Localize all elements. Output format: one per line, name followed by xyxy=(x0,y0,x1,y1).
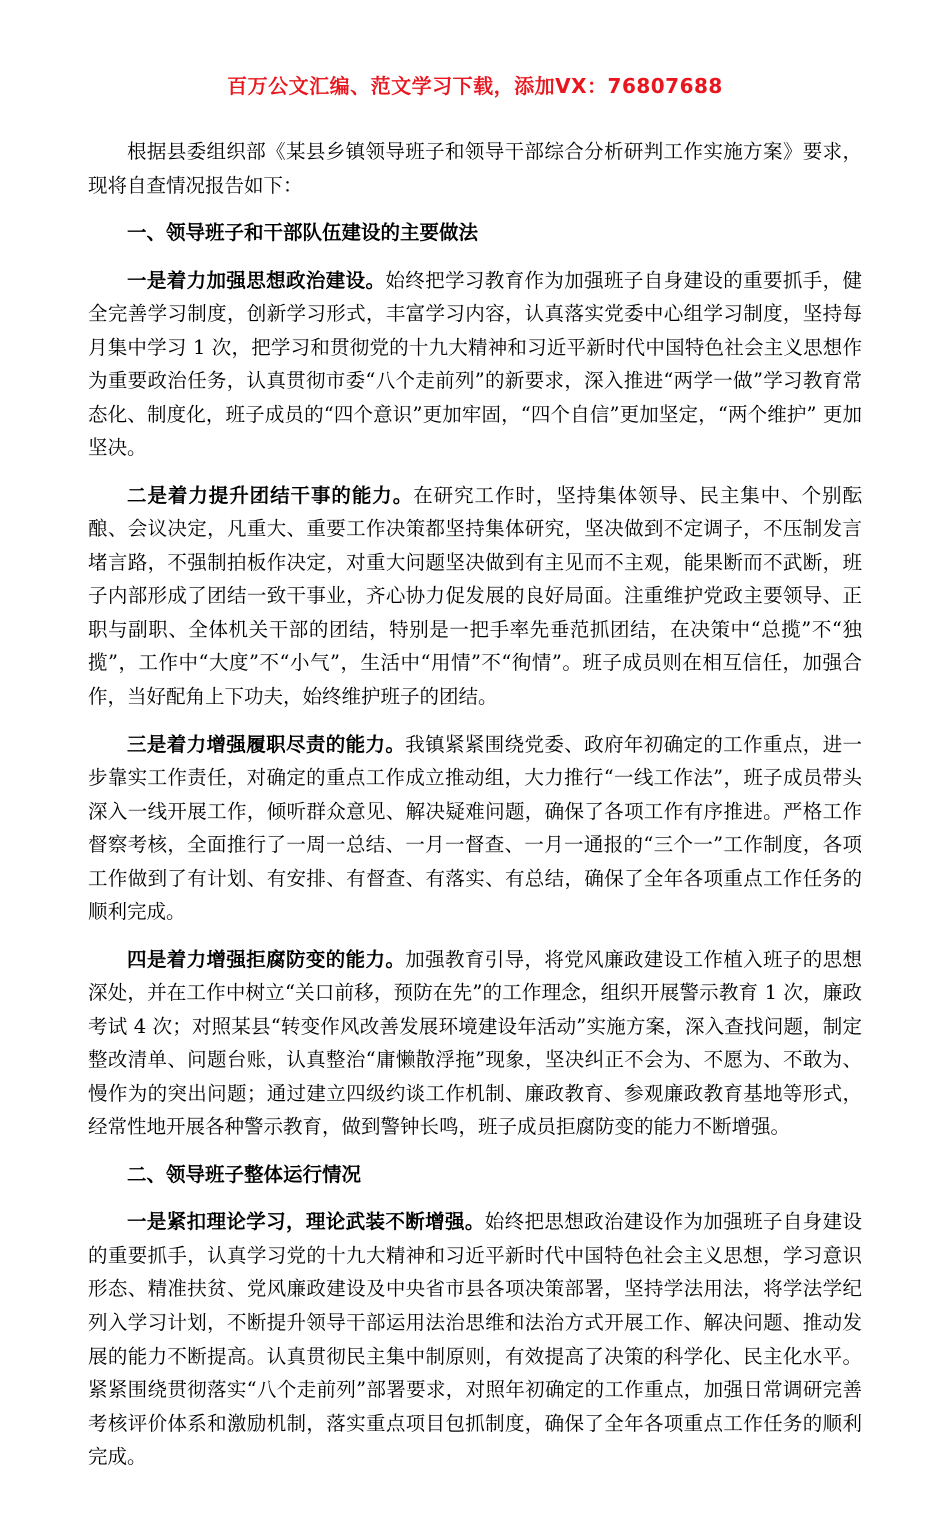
heading-section-1: 一、领导班子和干部队伍建设的主要做法 xyxy=(127,221,479,245)
promo-banner: 百万公文汇编、范文学习下载，添加VX：76807688 xyxy=(227,74,723,98)
paragraph-item-1-3 xyxy=(88,728,862,929)
paragraph-text: 始终把思想政治建设作为加强班子自身建设的重要抓手，认真学习党的十九大精神和习近平新时代中国特色社会主义思想，学习意识形态、精准扶贫、党风廉政建设及中央省市县各项决策部署，坚持学法用法，将学法学纪列入学习计划，不断提升领导干部运用法治思维和法治方式开展工作、解决问题、推动发展的能力不断提高。认真贯彻民主集中制原则，有效提高了决策的科学化、民主化水平。紧紧围绕贯彻落实“八个走前列”部署要求，对照年初确定的工作重点，加强日常调研完善考核评价体系和激励机制，落实重点项目包抓制度，确保了全年各项重点工作任务的顺利完成。 xyxy=(88,1210,862,1469)
paragraph-text: 在研究工作时，坚持集体领导、民主集中、个别酝酿、会议决定，凡重大、重要工作决策都坚持集体研究，坚决做到不定调子，不压制发言堵言路，不强制拍板作决定，对重大问题坚决做到有主见而不主观，能果断而不武断，班子内部形成了团结一致干事业，齐心协力促发展的良好局面。注重维护党政主要领导、正职与副职、全体机关干部的团结，特别是一把手率先垂范抓团结，在决策中“总揽”不“独揽”，工作中“大度”不“小气”，生活中“用情”不“徇情”。班子成员则在相互信任，加强合作，当好配角上下功夫，始终维护班子的团结。 xyxy=(88,483,862,708)
paragraph-text: 我镇紧紧围绕党委、政府年初确定的工作重点，进一步靠实工作责任，对确定的重点工作成立推动组，大力推行“一线工作法”，班子成员带头深入一线开展工作，倾听群众意见、解决疑难问题，确保了各项工作有序推进。严格工作督察考核，全面推行了一周一总结、一月一督查、一月一通报的“三个一”工作制度，各项工作做到了有计划、有安排、有督查、有落实、有总结，确保了全年各项重点工作任务的顺利完成。 xyxy=(88,732,862,924)
paragraph-lead: 一是紧扣理论学习，理论武装不断增强。 xyxy=(127,1210,485,1234)
paragraph-item-1-2 xyxy=(88,479,862,714)
paragraph-intro: 根据县委组织部《某县乡镇领导班子和领导干部综合分析研判工作实施方案》要求，现将自查情况报告如下： xyxy=(88,140,862,197)
paragraph-item-2-1 xyxy=(88,1205,862,1473)
heading-section-2: 二、领导班子整体运行情况 xyxy=(127,1162,362,1186)
paragraph-text: 始终把学习教育作为加强班子自身建设的重要抓手，健全完善学习制度，创新学习形式，丰富学习内容，认真落实党委中心组学习制度，坚持每月集中学习 1 次，把学习和贯彻党的十九大精神和习近平新时代中国特色社会主义思想作为重要政治任务，认真贯彻市委“八个走前列”的新要求，深入推进“两学一做”学习教育常态化、制度化，班子成员的“四个意识”更加牢固，“四个自信”更加坚定，“两个维护” 更加坚决。 xyxy=(88,268,862,460)
paragraph-item-1-4 xyxy=(88,943,862,1144)
paragraph-lead: 四是着力增强拒腐防变的能力。 xyxy=(127,947,406,971)
paragraph-lead: 二是着力提升团结干事的能力。 xyxy=(127,483,414,507)
paragraph-lead: 三是着力增强履职尽责的能力。 xyxy=(127,732,406,756)
paragraph-text: 加强教育引导，将党风廉政建设工作植入班子的思想深处，并在工作中树立“关口前移，预防在先”的工作理念，组织开展警示教育 1 次，廉政考试 4 次；对照某县“转变作风改善发展环境建设年活动”实施方案，深入查找问题，制定整改清单、问题台账，认真整治“庸懒散浮拖”现象，坚决纠正不会为、不愿为、不敢为、慢作为的突出问题；通过建立四级约谈工作机制、廉政教育、参观廉政教育基地等形式，经常性地开展各种警示教育，做到警钟长鸣，班子成员拒腐防变的能力不断增强。 xyxy=(88,947,862,1139)
paragraph-item-1-1 xyxy=(88,264,862,465)
paragraph-lead: 一是着力加强思想政治建设。 xyxy=(127,268,386,292)
document-body xyxy=(88,135,862,1474)
